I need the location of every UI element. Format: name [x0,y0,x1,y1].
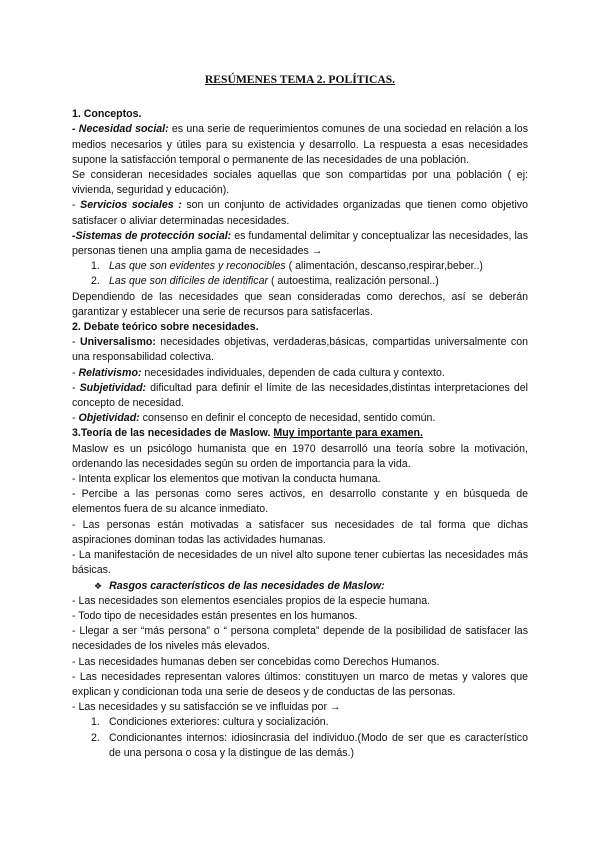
list-item-relativismo: - Relativismo: necesidades individuales, dependen de cada cultura y contexto. [72,366,445,379]
paragraph-necesidad-social [72,122,528,168]
list-item: - Las necesidades humanas deben ser concebidas como Derechos Humanos. [72,655,440,668]
numbered-list-necesidades [72,259,528,289]
term-objetividad: Objetividad: [78,412,140,425]
paragraph-sistemas-proteccion [72,229,528,259]
document-title: RESÚMENES TEMA 2. POLÍTICAS. [204,73,396,86]
section-heading-debate: 2. Debate teórico sobre necesidades. [72,321,259,334]
list-item-universalismo: - Universalismo: necesidades objetivas, verdaderas,básicas, compartidas universalmente con una responsabilidad colectiva. [72,336,528,364]
text-sistemas-proteccion: es fundamental delimitar y conceptualizar las necesidades, las personas tienen una amplia gama de necesidades → [72,229,528,258]
list-item: - Las personas están motivadas a satisfacer sus necesidades de tal forma que dichas aspiraciones dominan todas las actividades humanas. [72,518,528,546]
text-necesidad-social: es una serie de requerimientos comunes de una sociedad en relación a los medios necesarios y útiles para su existencia y desarrollo. La respuesta a esas necesidades supone la satisfacción temporal o permanente de las necesidades de una población. [72,123,528,166]
list-item: - Todo tipo de necesidades están presentes en los humanos. [72,609,358,622]
paragraph-dependiendo: Dependiendo de las necesidades que sean consideradas como derechos, así se deberán garantizar y establecer una serie de recursos para satisfacerlas. [72,290,528,318]
text-servicios-sociales: son un conjunto de actividades organizadas que tienen como objetivo satisfacer o aliviar determinadas necesidades. [72,199,528,227]
list-item: - Intenta explicar los elementos que motivan la conducta humana. [72,473,381,486]
term-relativismo: Relativismo: [78,366,142,379]
list-item: 2. Condicionantes internos: idiosincrasia del individuo.(Modo de ser que es característico de una persona o cosa y la distingue de las demás.) [91,731,528,759]
numbered-list-condiciones [72,715,528,761]
term-subjetividad: Subjetividad: [79,381,147,394]
document-page [72,68,528,761]
term-sistemas-proteccion: -Sistemas de protección social: [72,229,232,242]
section-heading-maslow: 3.Teoría de las necesidades de Maslow. Muy importante para examen. [72,427,423,440]
term-universalismo: Universalismo: [79,336,156,349]
term-servicios-sociales: Servicios sociales : [80,199,182,212]
diamond-bullet-icon: ❖ [94,580,103,591]
list-item-subjetividad: - Subjetividad: dificultad para definir el límite de las necesidades,distintas interpretaciones del concepto de necesidad. [72,381,528,410]
heading-note-examen: Muy importante para examen. [273,427,423,440]
paragraph-consideran: Se consideran necesidades sociales aquellas que son compartidas por una población ( ej: vivienda, seguridad y educación). [72,169,528,197]
list-item: 1. Condiciones exteriores: cultura y socialización. [91,716,329,729]
paragraph-servicios-sociales: - Servicios sociales : son un conjunto de actividades organizadas que tienen como objetivo satisfacer o aliviar determinadas necesidades. [72,199,528,227]
list-item: - Percibe a las personas como seres activos, en desarrollo constante y en búsqueda de elementos fuera de su alcance inmediato. [72,488,528,516]
list-item-objetividad: - Objetividad: consenso en definir el concepto de necesidad, sentido común. [72,412,436,425]
list-item: 1. Las que son evidentes y reconocibles ( alimentación, descanso,respirar,beber..) [91,260,483,273]
term-necesidad-social: - Necesidad social: [72,123,169,136]
list-item: - Llegar a ser “más persona” o “ persona completa” depende de la posibilidad de satisfacer las necesidades de los niveles más elevados. [72,625,528,653]
list-item: - La manifestación de necesidades de un nivel alto supone tener cubiertas las necesidades más básicas. [72,549,528,577]
list-item: 2. Las que son difíciles de identificar ( autoestima, realización personal..) [91,275,439,288]
subheading-rasgos: ❖ Rasgos característicos de las necesidades de Maslow: [94,579,385,592]
list-item: - Las necesidades representan valores últimos: constituyen un marco de metas y valores que explican y condicionan toda una serie de deseos y de conductas de las personas. [72,670,528,698]
section-heading-conceptos: 1. Conceptos. [72,108,142,121]
paragraph-maslow-intro: Maslow es un psicólogo humanista que en 1970 desarrolló una teoría sobre la motivación, ordenando las necesidades según su orden de importancia para la vida. [72,442,528,470]
list-item: - Las necesidades y su satisfacción se ve influidas por → [72,701,341,714]
list-item: - Las necesidades son elementos esenciales propios de la especie humana. [72,594,431,607]
